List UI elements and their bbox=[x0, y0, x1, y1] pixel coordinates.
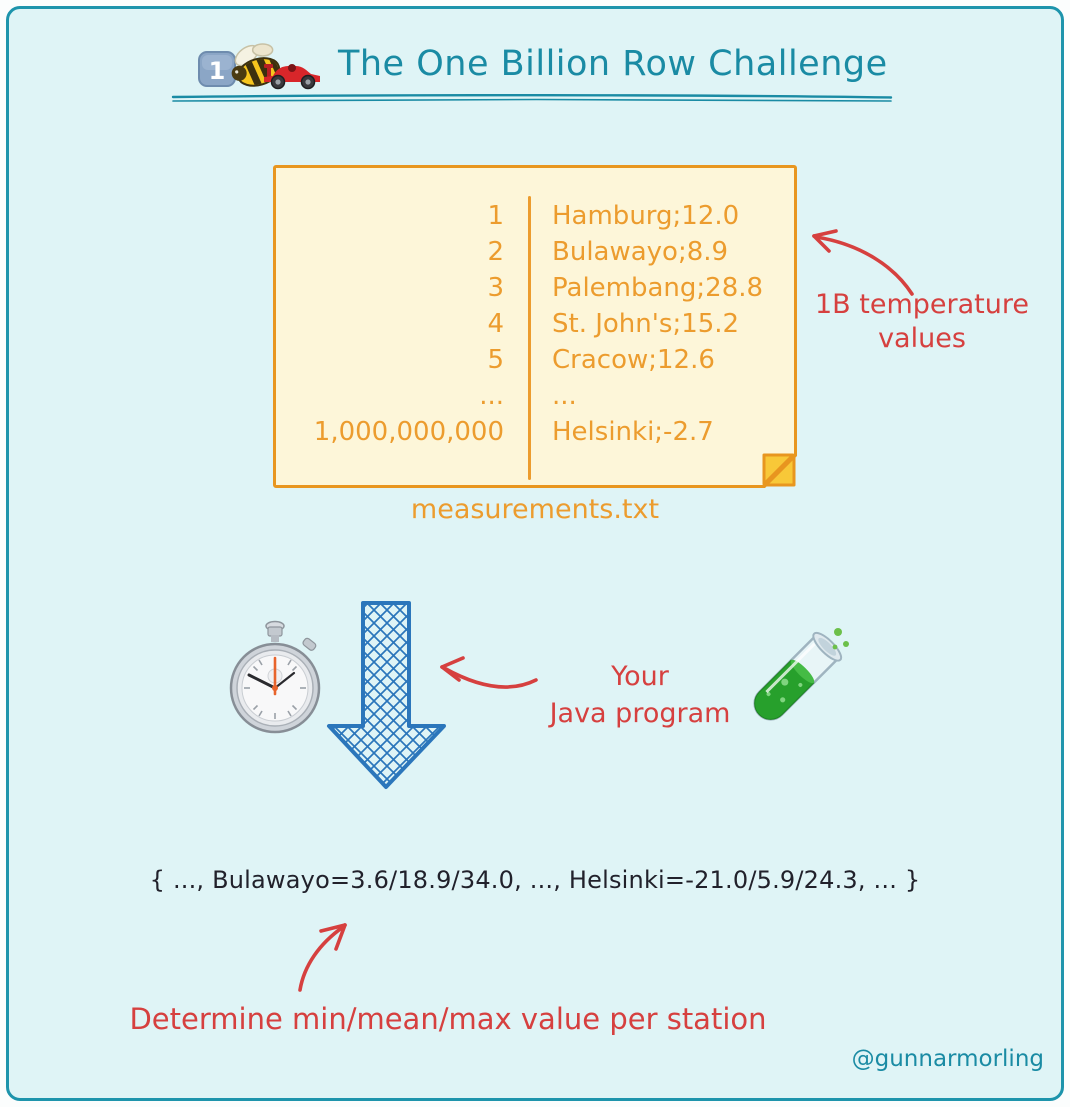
line-number: 1 bbox=[487, 201, 504, 231]
line-content: Helsinki;-2.7 bbox=[552, 417, 714, 447]
file-name-caption: measurements.txt bbox=[410, 494, 660, 525]
test-tube-icon bbox=[734, 616, 856, 744]
result-annotation: Determine min/mean/max value per station bbox=[129, 1002, 767, 1036]
page-title: The One Billion Row Challenge bbox=[338, 44, 888, 84]
file-line bbox=[276, 414, 794, 450]
file-line bbox=[276, 234, 794, 270]
result-output: { ..., Bulawayo=3.6/18.9/34.0, ..., Helsinki=-21.0/5.9/24.3, ... } bbox=[149, 866, 921, 894]
racing-car-icon bbox=[262, 58, 322, 90]
program-annotation-line1: Your bbox=[611, 661, 669, 692]
svg-text:1: 1 bbox=[208, 57, 226, 85]
line-content: Cracow;12.6 bbox=[552, 345, 715, 375]
annotation-arrow-result-icon bbox=[283, 916, 371, 996]
measurements-note bbox=[273, 165, 797, 488]
line-number: 1,000,000,000 bbox=[313, 417, 504, 447]
line-content: St. John's;15.2 bbox=[552, 309, 740, 339]
input-annotation bbox=[800, 288, 1044, 356]
program-annotation-line2: Java program bbox=[549, 698, 731, 729]
file-preview bbox=[276, 198, 794, 450]
line-number: 2 bbox=[487, 237, 504, 267]
file-line bbox=[276, 306, 794, 342]
line-number: 4 bbox=[487, 309, 504, 339]
file-line bbox=[276, 342, 794, 378]
folded-corner-icon bbox=[760, 451, 798, 489]
line-number: 3 bbox=[487, 273, 504, 303]
file-line bbox=[276, 378, 794, 414]
title-underline bbox=[170, 94, 894, 104]
line-number: 5 bbox=[487, 345, 504, 375]
line-content: Palembang;28.8 bbox=[552, 273, 764, 303]
author-handle: @gunnarmorling bbox=[851, 1046, 1044, 1072]
stopwatch-icon bbox=[226, 618, 324, 738]
input-annotation-line1: 1B temperature bbox=[815, 289, 1029, 320]
file-line bbox=[276, 198, 794, 234]
line-number: ... bbox=[479, 381, 504, 411]
line-content: Bulawayo;8.9 bbox=[552, 237, 729, 267]
file-line bbox=[276, 270, 794, 306]
line-content: Hamburg;12.0 bbox=[552, 201, 740, 231]
input-annotation-line2: values bbox=[878, 323, 966, 354]
line-content: ... bbox=[552, 381, 577, 411]
